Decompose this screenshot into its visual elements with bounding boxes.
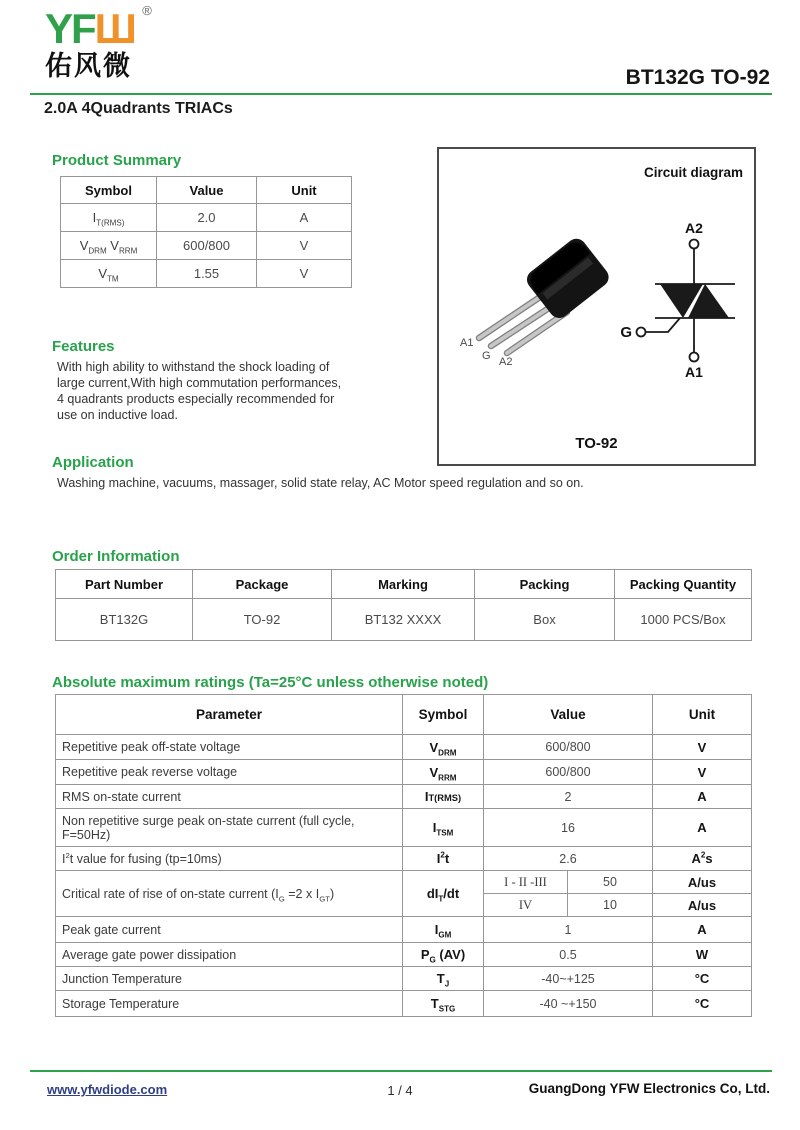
- features-line: 4 quadrants products especially recommended for: [57, 392, 335, 406]
- col-header-unit: Unit: [653, 695, 752, 735]
- application-text: Washing machine, vacuums, massager, solid state relay, AC Motor speed regulation and so on.: [57, 476, 584, 490]
- symbol-cell: $I_{GM}$: [403, 917, 484, 943]
- unit-cell: V: [653, 760, 752, 785]
- company-name: GuangDong YFW Electronics Co, Ltd.: [528, 1081, 770, 1096]
- value-cell: 600/800: [157, 232, 257, 260]
- unit-cell: A/us: [653, 871, 752, 894]
- symbol-cell: $I_{TSM}$: [403, 809, 484, 847]
- table-row: [56, 991, 752, 1017]
- packing-quantity-cell: 1000 PCS/Box: [615, 599, 752, 641]
- col-header-marking: Marking: [332, 570, 475, 599]
- table-row: [56, 809, 752, 847]
- header-divider: [30, 93, 772, 95]
- parameter-cell: Non repetitive surge peak on-state current (full cycle, F=50Hz): [56, 809, 403, 847]
- col-header-symbol: Symbol: [61, 177, 157, 204]
- package-body: [523, 235, 613, 322]
- quadrants-cell: IV: [484, 894, 568, 917]
- parameter-cell: Repetitive peak off-state voltage: [56, 735, 403, 760]
- table-header-row: [56, 570, 752, 599]
- product-summary-table: [60, 176, 352, 288]
- registered-trademark-icon: ®: [142, 3, 152, 18]
- company-logo: [45, 3, 152, 81]
- packing-cell: Box: [475, 599, 615, 641]
- package-and-circuit-drawing: [439, 149, 754, 464]
- unit-cell: V: [653, 735, 752, 760]
- parameter-cell: Peak gate current: [56, 917, 403, 943]
- terminal-label-a2: A2: [685, 220, 703, 236]
- unit-cell: W: [653, 943, 752, 967]
- symbol-cell: $V_{DRM}$ $V_{RRM}$: [61, 232, 157, 260]
- value-cell: 1: [484, 917, 653, 943]
- table-row: [56, 967, 752, 991]
- symbol-cell: $I_{T(RMS)}$: [61, 204, 157, 232]
- footer-divider: [30, 1070, 772, 1072]
- unit-cell: V: [257, 232, 352, 260]
- symbol-cell: $V_{RRM}$: [403, 760, 484, 785]
- symbol-cell: $I^2t$: [403, 847, 484, 871]
- pin-label-g: G: [482, 350, 491, 362]
- col-header-unit: Unit: [257, 177, 352, 204]
- value-cell: 1.55: [157, 260, 257, 288]
- page-number: 1 / 4: [387, 1083, 413, 1098]
- col-header-package: Package: [193, 570, 332, 599]
- col-header-packing-quantity: Packing Quantity: [615, 570, 752, 599]
- value-cell: 2.0: [157, 204, 257, 232]
- unit-cell: °C: [653, 967, 752, 991]
- features-line: With high ability to withstand the shock loading of: [57, 360, 330, 374]
- marking-cell: BT132 XXXX: [332, 599, 475, 641]
- features-line: large current,With high commutation performances,: [57, 376, 342, 390]
- col-header-value: Value: [157, 177, 257, 204]
- unit-cell: A: [653, 809, 752, 847]
- abs-max-ratings-table: [55, 694, 752, 1017]
- parameter-cell: Average gate power dissipation: [56, 943, 403, 967]
- unit-cell: A/us: [653, 894, 752, 917]
- unit-cell: V: [257, 260, 352, 288]
- table-row: [61, 204, 352, 232]
- terminal-label-a1: A1: [685, 364, 703, 380]
- terminal-a1-circle: [690, 353, 699, 362]
- table-row: [56, 871, 752, 894]
- table-row: [56, 847, 752, 871]
- order-information-heading: Order Information: [52, 548, 180, 565]
- value-cell: -40~+125: [484, 967, 653, 991]
- table-row: [56, 760, 752, 785]
- features-line: use on inductive load.: [57, 408, 178, 422]
- part-number-cell: BT132G: [56, 599, 193, 641]
- table-row: [61, 260, 352, 288]
- value-cell: 600/800: [484, 760, 653, 785]
- table-row: [56, 943, 752, 967]
- parameter-cell: Junction Temperature: [56, 967, 403, 991]
- unit-cell: °C: [653, 991, 752, 1017]
- symbol-cell: $dI_T/dt$: [403, 871, 484, 917]
- symbol-cell: $V_{DRM}$: [403, 735, 484, 760]
- website-link[interactable]: www.yfwdiode.com: [47, 1082, 168, 1097]
- value-cell: 10: [568, 894, 653, 917]
- parameter-cell: Critical rate of rise of on-state current ($I_G =2$ x $I_{GT}$): [56, 871, 403, 917]
- table-row: [56, 917, 752, 943]
- document-title: BT132G TO-92: [625, 66, 770, 89]
- symbol-cell: $P_G$ (AV): [403, 943, 484, 967]
- parameter-cell: Storage Temperature: [56, 991, 403, 1017]
- abs-max-ratings-heading: Absolute maximum ratings (Ta=25°C unless otherwise noted): [52, 674, 489, 691]
- table-row: [61, 232, 352, 260]
- value-cell: 600/800: [484, 735, 653, 760]
- table-row: [56, 599, 752, 641]
- table-header-row: [56, 695, 752, 735]
- symbol-cell: $T_{STG}$: [403, 991, 484, 1017]
- col-header-part-number: Part Number: [56, 570, 193, 599]
- col-header-packing: Packing: [475, 570, 615, 599]
- unit-cell: A: [257, 204, 352, 232]
- value-cell: 2.6: [484, 847, 653, 871]
- col-header-parameter: Parameter: [56, 695, 403, 735]
- value-cell: 0.5: [484, 943, 653, 967]
- terminal-a2-circle: [690, 240, 699, 249]
- pin-label-a2: A2: [499, 356, 513, 368]
- logo-chinese-name: 佑风微: [45, 51, 132, 81]
- quadrants-cell: I - II -III: [484, 871, 568, 894]
- features-heading: Features: [52, 338, 115, 355]
- order-information-table: [55, 569, 752, 641]
- unit-cell: A: [653, 785, 752, 809]
- logo-text-orange: Ш: [94, 5, 136, 52]
- unit-cell: A: [653, 917, 752, 943]
- value-cell: 16: [484, 809, 653, 847]
- symbol-cell: $V_{TM}$: [61, 260, 157, 288]
- circuit-diagram-label: Circuit diagram: [643, 165, 743, 180]
- value-cell: -40 ~+150: [484, 991, 653, 1017]
- pin-label-a1: A1: [460, 337, 474, 349]
- value-cell: 50: [568, 871, 653, 894]
- product-summary-heading: Product Summary: [52, 152, 182, 169]
- document-subtitle: 2.0A 4Quadrants TRIACs: [44, 100, 233, 117]
- terminal-g-circle: [637, 328, 646, 337]
- parameter-cell: RMS on-state current: [56, 785, 403, 809]
- application-heading: Application: [52, 454, 134, 471]
- value-cell: 2: [484, 785, 653, 809]
- package-cell: TO-92: [193, 599, 332, 641]
- triac-symbol: [637, 240, 736, 362]
- table-header-row: [61, 177, 352, 204]
- package-diagram-box: [437, 147, 756, 466]
- package-name-label: TO-92: [575, 435, 618, 452]
- symbol-cell: IT(RMS): [403, 785, 484, 809]
- symbol-cell: $T_J$: [403, 967, 484, 991]
- col-header-value: Value: [484, 695, 653, 735]
- terminal-label-g: G: [620, 324, 632, 341]
- features-text: [57, 359, 341, 423]
- unit-cell: $A^2s$: [653, 847, 752, 871]
- table-row: [56, 735, 752, 760]
- col-header-symbol: Symbol: [403, 695, 484, 735]
- parameter-cell: $I^2t$ value for fusing (tp=10ms): [56, 847, 403, 871]
- table-row: [56, 785, 752, 809]
- logo-text-green: YF: [45, 5, 95, 52]
- parameter-cell: Repetitive peak reverse voltage: [56, 760, 403, 785]
